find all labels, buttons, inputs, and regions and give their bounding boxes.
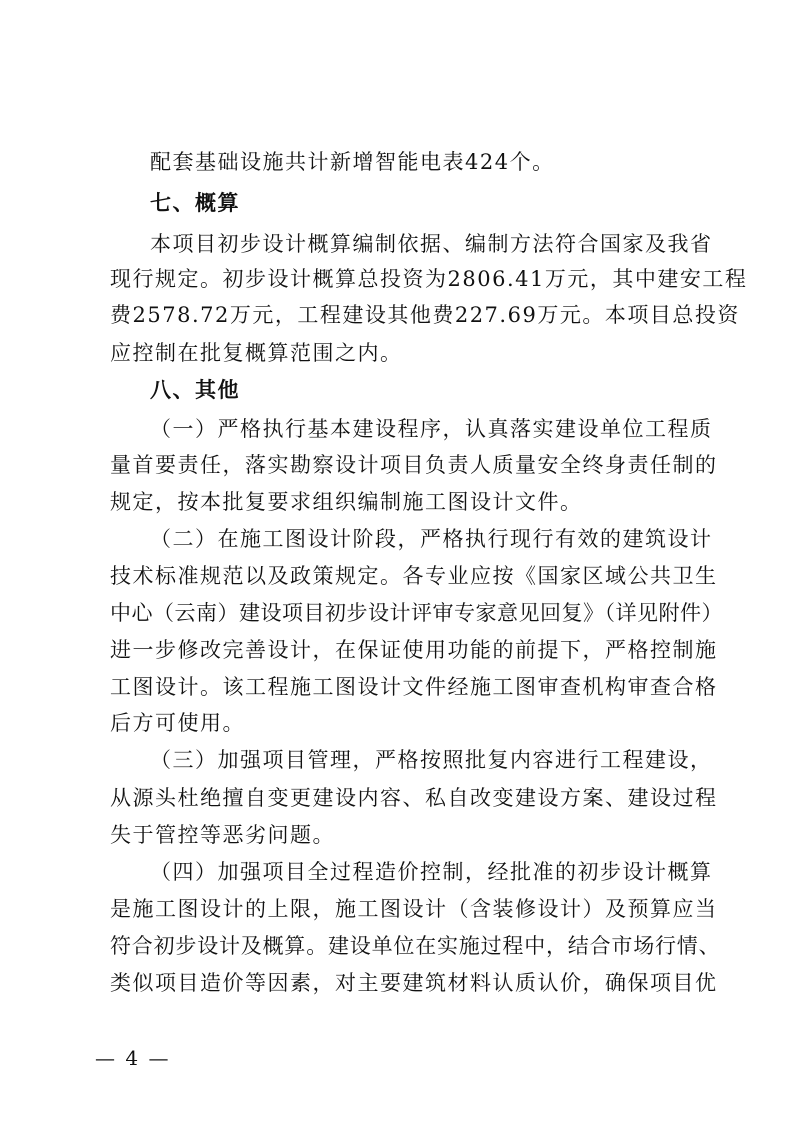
paragraph-line: 本项目初步设计概算编制依据、编制方法符合国家及我省 bbox=[150, 232, 713, 256]
paragraph-line: 类似项目造价等因素，对主要建筑材料认质认价，确保项目优 bbox=[110, 971, 718, 995]
paragraph-line: 符合初步设计及概算。建设单位在实施过程中，结合市场行情、 bbox=[110, 934, 721, 958]
paragraph-line: 技术标准规范以及政策规定。各专业应按《国家区域公共卫生 bbox=[110, 564, 718, 588]
paragraph-line: （四）加强项目全过程造价控制，经批准的初步设计概算 bbox=[150, 860, 713, 884]
page-number: — 4 — bbox=[95, 1046, 171, 1070]
paragraph-line: 应控制在批复概算范围之内。 bbox=[110, 341, 403, 365]
paragraph-line: 规定，按本批复要求组织编制施工图设计文件。 bbox=[110, 490, 583, 514]
section-heading-budget: 七、概算 bbox=[150, 191, 240, 215]
paragraph-line: 进一步修改完善设计，在保证使用功能的前提下，严格控制施 bbox=[110, 638, 718, 662]
paragraph-line: 配套基础设施共计新增智能电表424个。 bbox=[150, 150, 555, 174]
paragraph-line: 从源头杜绝擅自变更建设内容、私自改变建设方案、建设过程 bbox=[110, 786, 718, 810]
paragraph-line: 费2578.72万元，工程建设其他费227.69万元。本项目总投资 bbox=[110, 303, 740, 327]
section-heading-other: 八、其他 bbox=[150, 378, 240, 402]
paragraph-line: 工图设计。该工程施工图设计文件经施工图审查机构审查合格 bbox=[110, 675, 718, 699]
paragraph-line: 失于管控等恶劣问题。 bbox=[110, 823, 335, 847]
paragraph-line: 后方可使用。 bbox=[110, 711, 245, 735]
paragraph-line: 现行规定。初步设计概算总投资为2806.41万元，其中建安工程 bbox=[110, 267, 748, 291]
paragraph-line: 中心（云南）建设项目初步设计评审专家意见回复》（详见附件） bbox=[110, 601, 723, 625]
paragraph-line: （三）加强项目管理，严格按照批复内容进行工程建设， bbox=[150, 748, 713, 772]
paragraph-line: （一）严格执行基本建设程序，认真落实建设单位工程质 bbox=[150, 417, 713, 441]
paragraph-line: 是施工图设计的上限，施工图设计（含装修设计）及预算应当 bbox=[110, 897, 718, 921]
paragraph-line: 量首要责任，落实勘察设计项目负责人质量安全终身责任制的 bbox=[110, 453, 718, 477]
paragraph-line: （二）在施工图设计阶段，严格执行现行有效的建筑设计 bbox=[150, 527, 713, 551]
